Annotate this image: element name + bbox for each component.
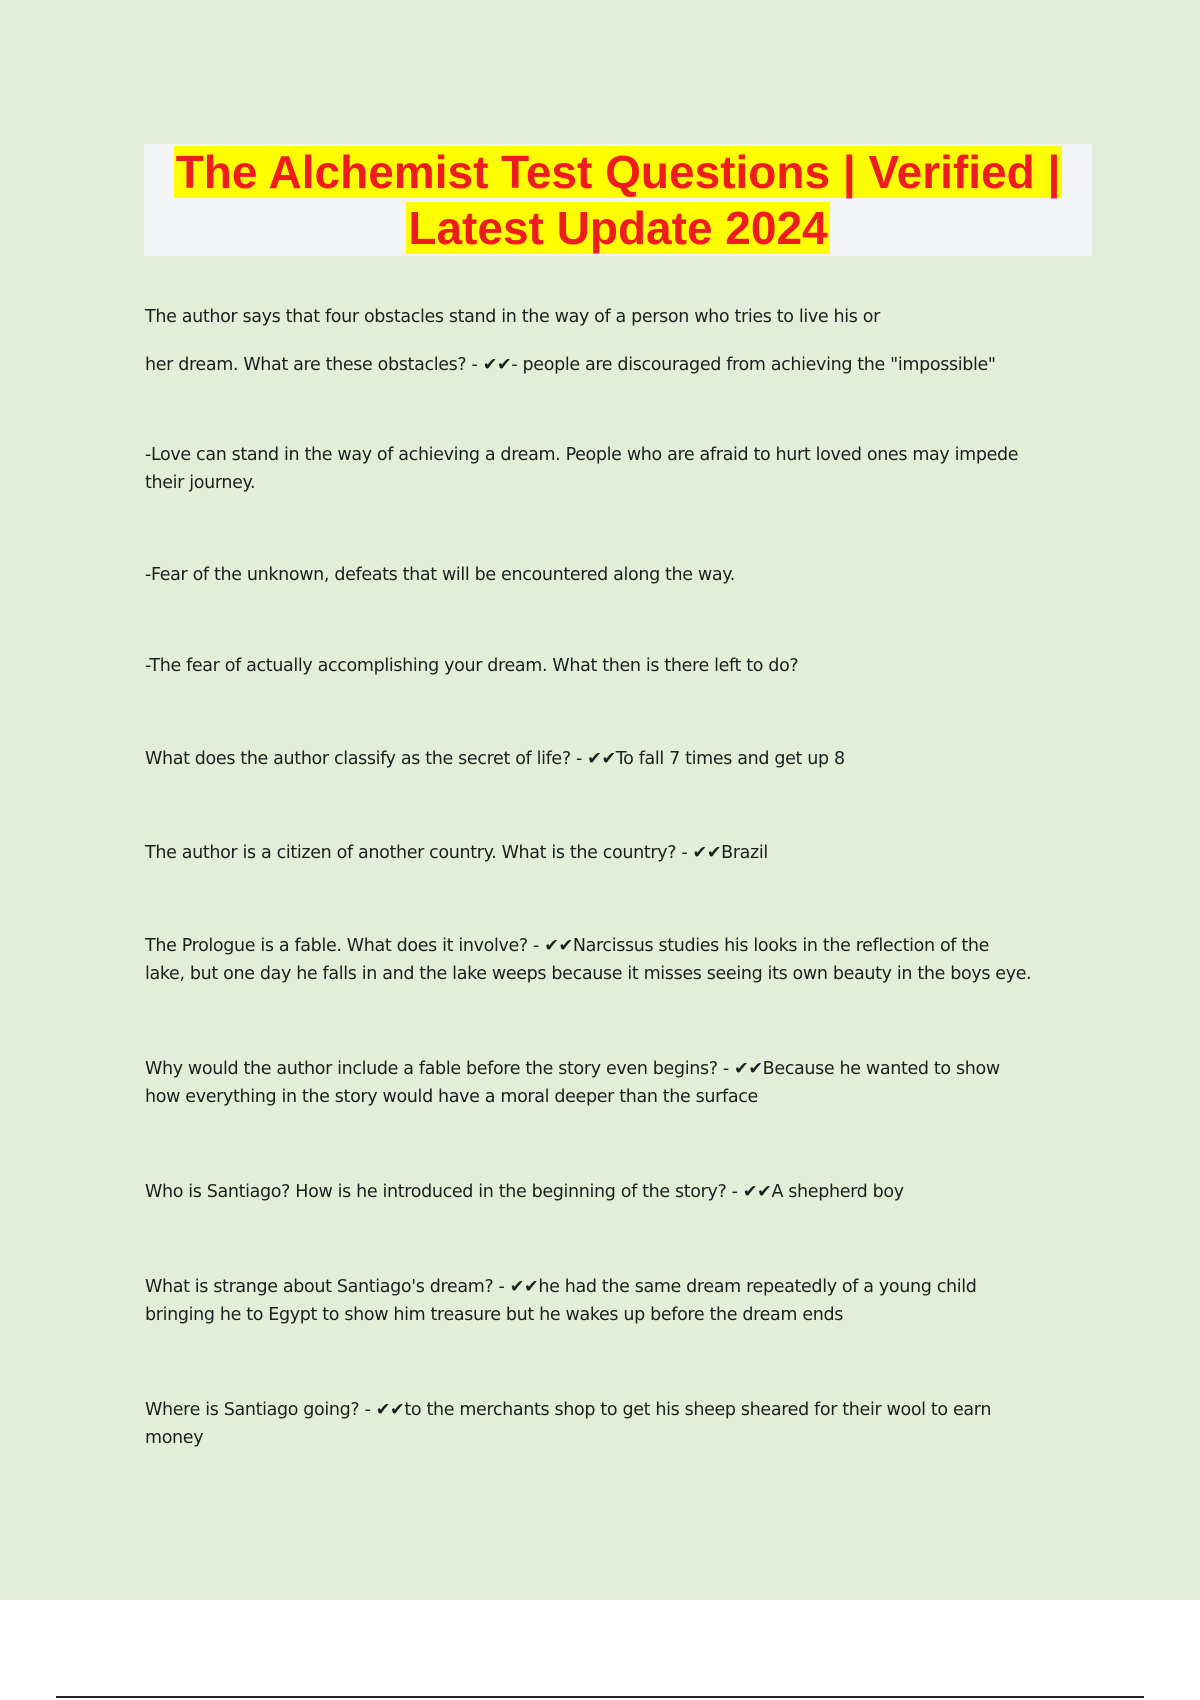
qa-who-is-santiago [145, 1178, 1075, 1206]
qa-santiago-going [145, 1396, 1075, 1452]
qa-question-intro [145, 303, 1075, 331]
text-line: What does the author classify as the secret of life? - ✔✔To fall 7 times and get up 8 [145, 749, 845, 769]
text-line: What is strange about Santiago's dream? - ✔✔he had the same dream repeatedly of a young child [145, 1277, 977, 1297]
text-line: their journey. [145, 473, 256, 493]
text-line: Who is Santiago? How is he introduced in the beginning of the story? - ✔✔A shepherd boy [145, 1182, 904, 1202]
qa-obstacle-love [145, 441, 1075, 497]
text-line: -Love can stand in the way of achieving a dream. People who are afraid to hurt loved ones may impede [145, 445, 1019, 465]
text-line: Why would the author include a fable before the story even begins? - ✔✔Because he wanted to show [145, 1059, 1000, 1079]
text-line: lake, but one day he falls in and the lake weeps because it misses seeing its own beauty in the boys eye. [145, 964, 1032, 984]
text-line: Where is Santiago going? - ✔✔to the merchants shop to get his sheep sheared for their wool to earn [145, 1400, 992, 1420]
text-line: -Fear of the unknown, defeats that will be encountered along the way. [145, 565, 735, 585]
qa-secret-of-life [145, 745, 1075, 773]
title-line-2: Latest Update 2024 [408, 202, 828, 254]
text-line: -The fear of actually accomplishing your dream. What then is there left to do? [145, 656, 799, 676]
qa-answer-obstacles [145, 351, 1075, 379]
footer-divider [56, 1696, 1144, 1698]
qa-obstacle-fear-unknown [145, 561, 1075, 589]
qa-obstacle-fear-success [145, 652, 1075, 680]
title-line-1: The Alchemist Test Questions | Verified | [175, 146, 1061, 198]
text-line: The author is a citizen of another country. What is the country? - ✔✔Brazil [145, 843, 768, 863]
text-line: The Prologue is a fable. What does it involve? - ✔✔Narcissus studies his looks in the reflection of the [145, 936, 989, 956]
text-line: bringing he to Egypt to show him treasure but he wakes up before the dream ends [145, 1305, 844, 1325]
text-line: her dream. What are these obstacles? - ✔✔- people are discouraged from achieving the "impossible" [145, 355, 996, 375]
text-line: how everything in the story would have a moral deeper than the surface [145, 1087, 758, 1107]
qa-why-fable [145, 1055, 1075, 1111]
qa-author-country [145, 839, 1075, 867]
document-title [144, 144, 1092, 256]
qa-santiago-dream [145, 1273, 1075, 1329]
text-line: money [145, 1428, 204, 1448]
text-line: The author says that four obstacles stand in the way of a person who tries to live his or [145, 307, 880, 327]
qa-prologue-fable [145, 932, 1075, 988]
